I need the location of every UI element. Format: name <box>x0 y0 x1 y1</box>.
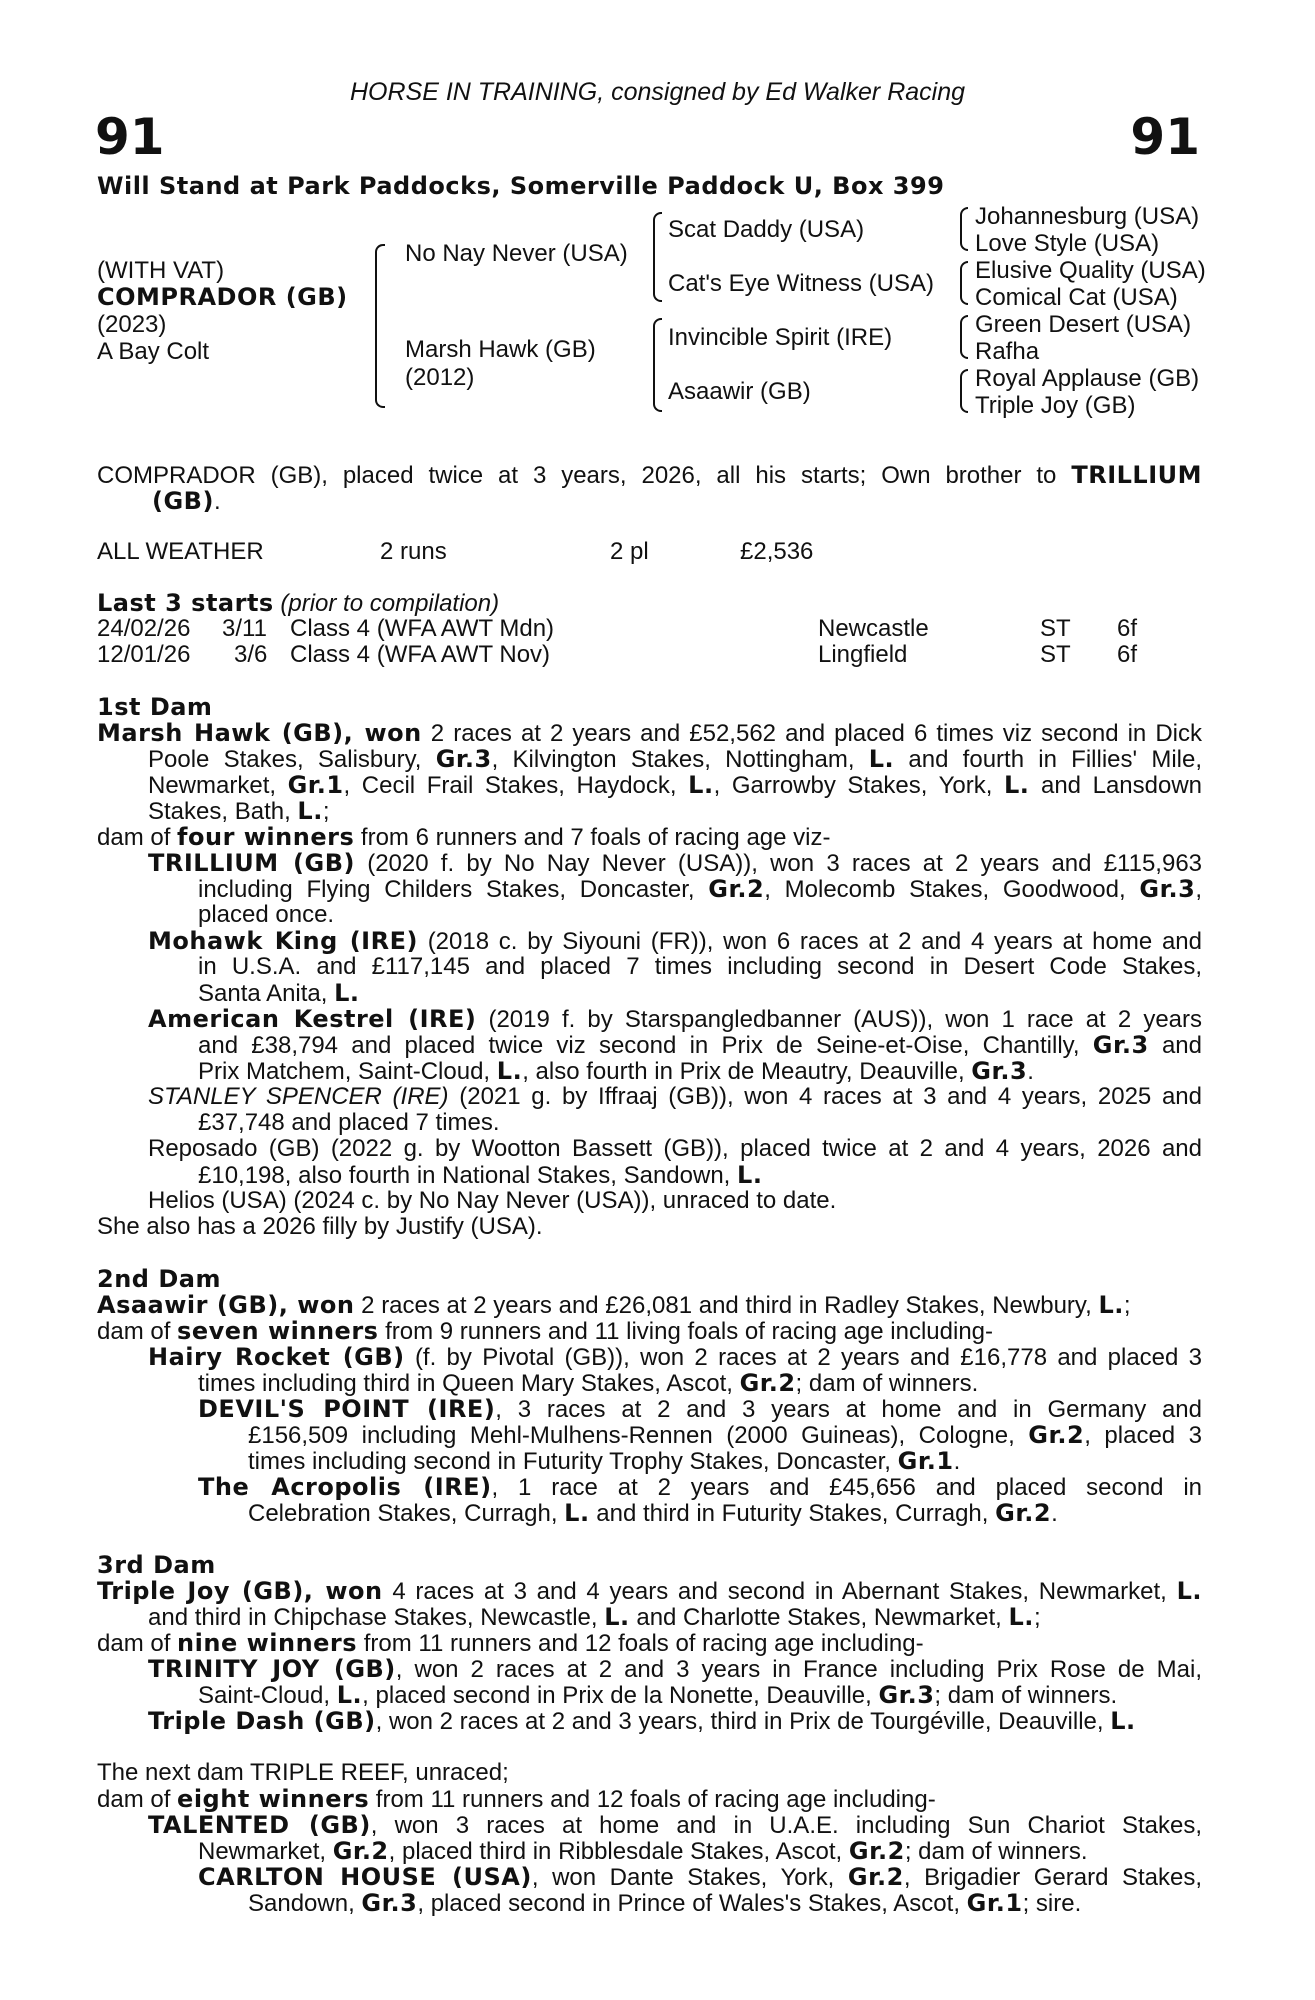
text: dam of <box>97 1318 171 1345</box>
produce-entry-cont <box>198 1370 978 1397</box>
produce-entry-cont <box>198 1162 762 1189</box>
text: including Flying Childers Stakes, Doncaster, <box>198 876 695 903</box>
grade: Gr.3 <box>971 1057 1028 1085</box>
grade: L. <box>496 1057 523 1085</box>
start-going: ST <box>1040 615 1071 642</box>
produce-entry-cont <box>248 1890 1081 1917</box>
grade: Gr.3 <box>1139 875 1196 903</box>
grade: L. <box>1098 1291 1124 1319</box>
produce-entry <box>198 1864 1202 1891</box>
next-dam-line: The next dam TRIPLE REEF, unraced; <box>97 1759 509 1786</box>
text: and third in Chipchase Stakes, Newcastle, <box>148 1604 598 1631</box>
produce-entry-cont <box>248 1422 1202 1449</box>
grade: L. <box>1008 1603 1034 1631</box>
text: £10,198, also fourth in National Stakes, Sandown, <box>198 1162 731 1189</box>
text: , placed second in Prix de la Nonette, Deauville, <box>362 1682 872 1709</box>
text: and £38,794 and placed twice viz second in Prix de Seine-et-Oise, Chantilly, <box>198 1032 1080 1059</box>
grade: Gr.1 <box>287 771 344 799</box>
third-dam-line <box>97 1578 1202 1605</box>
pedigree-g3: Elusive Quality (USA) <box>975 257 1206 284</box>
text: ; dam of winners. <box>795 1370 979 1397</box>
produce-entry <box>198 1396 1202 1423</box>
text: Sandown, <box>248 1890 355 1917</box>
pedigree-brace-g1 <box>960 207 968 251</box>
winners-count: nine winners <box>177 1629 358 1657</box>
text: (2021 g. by Iffraaj (GB)), won 4 races at 3 and 4 years, 2025 and <box>459 1083 1203 1110</box>
produce-name: DEVIL'S POINT (IRE) <box>198 1395 496 1423</box>
third-dam-line <box>148 1604 1041 1631</box>
third-dam-name: Triple Joy (GB), won <box>97 1577 383 1605</box>
pedigree-dam-year: (2012) <box>405 364 475 391</box>
text: , Brigadier Gerard Stakes, <box>903 1864 1203 1891</box>
text: ; dam of winners. <box>904 1838 1088 1865</box>
text: (f. by Pivotal (GB)), won 2 races at 2 years and £16,778 and placed 3 <box>414 1344 1203 1371</box>
summary-period: . <box>213 488 221 515</box>
text: times including third in Queen Mary Stakes, Ascot, <box>198 1370 733 1397</box>
pedigree-dam-dam: Asaawir (GB) <box>668 378 811 405</box>
grade: L. <box>334 979 360 1007</box>
produce-entry-cont <box>198 876 1202 903</box>
first-dam-line <box>97 720 1202 747</box>
produce-entry <box>148 1344 1202 1371</box>
lot-number-left: 91 <box>95 108 165 166</box>
horse-name: COMPRADOR (GB) <box>97 283 348 311</box>
summary-brother-country: (GB) <box>152 487 214 515</box>
pedigree-brace-g4 <box>960 369 968 413</box>
text: , <box>1195 876 1202 903</box>
pedigree-brace-main <box>375 244 385 408</box>
record-placed: 2 pl <box>610 538 649 565</box>
text: ; dam of winners. <box>934 1682 1118 1709</box>
produce-entry <box>148 1006 1202 1033</box>
text: ; <box>1033 1604 1041 1631</box>
stabling-location: Will Stand at Park Paddocks, Somerville Paddock U, Box 399 <box>97 172 945 200</box>
record-surface: ALL WEATHER <box>97 538 264 565</box>
horse-identity <box>97 257 348 365</box>
start-race: Class 4 (WFA AWT Mdn) <box>290 615 555 642</box>
summary-line <box>97 462 1202 489</box>
start-course: Newcastle <box>818 615 929 642</box>
text: and fourth in Fillies' Mile, <box>908 746 1203 773</box>
produce-name: Triple Dash (GB) <box>148 1707 376 1735</box>
start-date: 12/01/26 <box>97 641 191 668</box>
text: dam of <box>97 824 171 851</box>
pedigree-g2: Love Style (USA) <box>975 230 1160 257</box>
text: and <box>1161 1032 1202 1059</box>
produce-entry: Helios (USA) (2024 c. by No Nay Never (USA)), unraced to date. <box>148 1187 837 1214</box>
start-distance: 6f <box>1117 615 1138 642</box>
produce-name: STANLEY SPENCER (IRE) <box>148 1083 449 1110</box>
start-position: 3/6 <box>234 641 268 668</box>
grade: L. <box>604 1603 630 1631</box>
text: dam of <box>97 1630 171 1657</box>
produce-name: Hairy Rocket (GB) <box>148 1343 405 1371</box>
pedigree-g5: Green Desert (USA) <box>975 311 1192 338</box>
text: Celebration Stakes, Curragh, <box>248 1500 558 1527</box>
text: . <box>1051 1500 1058 1527</box>
pedigree-brace-g3 <box>960 315 968 359</box>
start-position: 3/11 <box>222 615 267 642</box>
text: from 9 runners and 11 living foals of racing age including- <box>385 1318 994 1345</box>
text: , won Dante Stakes, York, <box>531 1864 835 1891</box>
grade: L. <box>297 797 323 825</box>
grade: Gr.2 <box>708 875 765 903</box>
grade: Gr.1 <box>966 1889 1023 1917</box>
next-dam-produce-summary <box>97 1786 936 1813</box>
text: , Kilvington Stakes, Nottingham, <box>491 746 855 773</box>
third-dam-produce-summary <box>97 1630 924 1657</box>
pedigree-brace-sire <box>653 212 662 302</box>
pedigree-dam: Marsh Hawk (GB) <box>405 336 596 363</box>
record-runs: 2 runs <box>380 538 447 565</box>
pedigree-sire-dam: Cat's Eye Witness (USA) <box>668 270 934 297</box>
produce-entry: Reposado (GB) (2022 g. by Wootton Bassett (GB)), placed twice at 2 and 4 years, 2026 and <box>148 1135 1202 1162</box>
grade: L. <box>1003 771 1030 799</box>
produce-entry <box>148 850 1202 877</box>
text: . <box>953 1448 961 1475</box>
text: and Charlotte Stakes, Newmarket, <box>636 1604 1002 1631</box>
text: (2020 f. by No Nay Never (USA)), won 3 races at 2 years and £115,963 <box>367 850 1203 877</box>
produce-entry-cont: in U.S.A. and £117,145 and placed 7 times including second in Desert Code Stakes, <box>198 953 1202 980</box>
text: , won 2 races at 2 and 3 years, third in Prix de Tourgéville, Deauville, <box>375 1708 1104 1735</box>
text: times including second in Futurity Trophy Stakes, Doncaster, <box>248 1448 891 1475</box>
grade: Gr.2 <box>848 1837 905 1865</box>
text: Santa Anita, <box>198 980 328 1007</box>
horse-year: (2023) <box>97 311 167 338</box>
grade: Gr.3 <box>878 1681 935 1709</box>
summary-brother: TRILLIUM <box>1071 461 1203 489</box>
winners-count: eight winners <box>177 1785 370 1813</box>
text: Newmarket, <box>198 1838 327 1865</box>
start-race: Class 4 (WFA AWT Nov) <box>290 641 551 668</box>
start-distance: 6f <box>1117 641 1138 668</box>
first-dam-name: Marsh Hawk (GB), won <box>97 719 422 747</box>
text: , won 2 races at 2 and 3 years in France including Prix Rose de Mai, <box>395 1656 1202 1683</box>
produce-name: The Acropolis (IRE) <box>198 1473 492 1501</box>
text: and third in Futurity Stakes, Curragh, <box>596 1500 989 1527</box>
pedigree-sire-sire: Scat Daddy (USA) <box>668 216 865 243</box>
second-dam-line <box>97 1292 1131 1319</box>
produce-entry-cont: £37,748 and placed 7 times. <box>198 1109 500 1136</box>
produce-entry-cont <box>198 1838 1088 1865</box>
pedigree-g6: Rafha <box>975 338 1040 365</box>
winners-count: seven winners <box>177 1317 379 1345</box>
grade: L. <box>336 1681 363 1709</box>
produce-entry-cont <box>198 980 360 1007</box>
grade: L. <box>868 745 895 773</box>
grade: Gr.2 <box>847 1863 904 1891</box>
text: (2019 f. by Starspangledbanner (AUS)), won 1 race at 2 years <box>488 1006 1203 1033</box>
text: £156,509 including Mehl-Mulhens-Rennen (2000 Guineas), Cologne, <box>248 1422 1015 1449</box>
first-dam-line <box>148 772 1202 799</box>
grade: Gr.2 <box>739 1369 796 1397</box>
text: dam of <box>97 1786 171 1813</box>
text: and Lansdown <box>1040 772 1203 799</box>
grade: L. <box>1176 1577 1202 1605</box>
produce-entry-cont <box>248 1448 960 1475</box>
produce-name: TRILLIUM (GB) <box>148 849 355 877</box>
pedigree-g1: Johannesburg (USA) <box>975 203 1200 230</box>
text: 4 races at 3 and 4 years and second in Abernant Stakes, Newmarket, <box>392 1578 1167 1605</box>
lot-number-right: 91 <box>1130 108 1200 166</box>
second-dam-name: Asaawir (GB), won <box>97 1291 355 1319</box>
produce-entry <box>148 1812 1202 1839</box>
pedigree-brace-g2 <box>960 261 968 305</box>
grade: Gr.1 <box>897 1447 954 1475</box>
grade: L. <box>564 1499 590 1527</box>
produce-name: CARLTON HOUSE (USA) <box>198 1863 532 1891</box>
text: (2018 c. by Siyouni (FR)), won 6 races at 2 and 4 years at home and <box>427 928 1202 955</box>
text: from 6 runners and 7 foals of racing age viz- <box>360 824 831 851</box>
produce-entry-cont <box>198 1682 1117 1709</box>
last-starts-title <box>97 590 499 617</box>
grade: Gr.3 <box>361 1889 418 1917</box>
text: , placed 3 <box>1084 1422 1203 1449</box>
text: ; <box>1123 1292 1131 1319</box>
produce-entry-cont: placed once. <box>198 901 335 928</box>
last-starts-heading: Last 3 starts <box>97 589 274 617</box>
produce-entry-cont <box>198 1032 1202 1059</box>
record-earnings: £2,536 <box>740 538 814 565</box>
text: , 1 race at 2 years and £45,656 and placed second in <box>491 1474 1203 1501</box>
produce-name: Mohawk King (IRE) <box>148 927 418 955</box>
grade: L. <box>737 1161 763 1189</box>
text: , Cecil Frail Stakes, Haydock, <box>343 772 677 799</box>
first-dam-heading: 1st Dam <box>97 693 213 721</box>
second-dam-heading: 2nd Dam <box>97 1265 221 1293</box>
pedigree-g7: Royal Applause (GB) <box>975 365 1200 392</box>
text: , placed second in Prince of Wales's Stakes, Ascot, <box>417 1890 960 1917</box>
pedigree-sire: No Nay Never (USA) <box>405 240 628 267</box>
summary-text: COMPRADOR (GB), placed twice at 3 years, 2026, all his starts; Own brother to <box>97 462 1057 489</box>
first-dam-produce-summary <box>97 824 830 851</box>
third-dam-heading: 3rd Dam <box>97 1551 216 1579</box>
produce-entry <box>198 1474 1202 1501</box>
text: from 11 runners and 12 foals of racing age including- <box>363 1630 924 1657</box>
text: Prix Matchem, Saint-Cloud, <box>198 1058 491 1085</box>
text: ; <box>322 798 330 825</box>
horse-description: A Bay Colt <box>97 338 210 365</box>
text: Stakes, Bath, <box>148 798 291 825</box>
start-going: ST <box>1040 641 1071 668</box>
pedigree-g4: Comical Cat (USA) <box>975 284 1178 311</box>
grade: L. <box>1110 1707 1136 1735</box>
grade: Gr.2 <box>332 1837 389 1865</box>
produce-entry-cont <box>248 1500 1058 1527</box>
text: Newmarket, <box>148 772 277 799</box>
produce-entry <box>148 1656 1202 1683</box>
last-starts-note: (prior to compilation) <box>280 590 500 617</box>
text: , Garrowby Stakes, York, <box>713 772 993 799</box>
produce-name: TRINITY JOY (GB) <box>148 1655 396 1683</box>
produce-entry <box>148 1708 1136 1735</box>
text: , won 3 races at home and in U.A.E. including Sun Chariot Stakes, <box>370 1812 1203 1839</box>
text: from 11 runners and 12 foals of racing age including- <box>375 1786 936 1813</box>
grade: Gr.3 <box>1092 1031 1149 1059</box>
text: . <box>1027 1058 1034 1085</box>
text: 2 races at 2 years and £26,081 and third in Radley Stakes, Newbury, <box>361 1292 1092 1319</box>
text: Saint-Cloud, <box>198 1682 331 1709</box>
produce-name: American Kestrel (IRE) <box>148 1005 477 1033</box>
text: Poole Stakes, Salisbury, <box>148 746 422 773</box>
summary-line-2 <box>152 488 221 515</box>
grade: Gr.2 <box>995 1499 1052 1527</box>
pedigree-dam-sire: Invincible Spirit (IRE) <box>668 324 893 351</box>
text: , 3 races at 2 and 3 years at home and in Germany and <box>495 1396 1203 1423</box>
produce-entry-cont <box>198 1058 1034 1085</box>
start-course: Lingfield <box>818 641 908 668</box>
text: , Molecomb Stakes, Goodwood, <box>764 876 1126 903</box>
grade: L. <box>688 771 714 799</box>
start-date: 24/02/26 <box>97 615 191 642</box>
pedigree-brace-dam <box>653 318 662 412</box>
first-dam-line <box>148 798 330 825</box>
text: , placed third in Ribblesdale Stakes, Ascot, <box>388 1838 843 1865</box>
produce-name: TALENTED (GB) <box>148 1811 371 1839</box>
second-dam-produce-summary <box>97 1318 993 1345</box>
produce-entry <box>148 1084 1202 1110</box>
winners-count: four winners <box>177 823 355 851</box>
first-dam-text: 2 races at 2 years and £52,562 and placed 6 times viz second in Dick <box>430 720 1202 747</box>
text: ; sire. <box>1022 1890 1082 1917</box>
catalogue-header: HORSE IN TRAINING, consigned by Ed Walker Racing <box>349 78 966 106</box>
text: , also fourth in Prix de Meautry, Deauville, <box>522 1058 965 1085</box>
vat-status: (WITH VAT) <box>97 257 225 284</box>
produce-entry <box>148 928 1202 955</box>
grade: Gr.3 <box>435 745 492 773</box>
first-dam-note: She also has a 2026 filly by Justify (USA). <box>97 1213 543 1240</box>
first-dam-line <box>148 746 1202 773</box>
grade: Gr.2 <box>1028 1421 1085 1449</box>
pedigree-g8: Triple Joy (GB) <box>975 392 1136 419</box>
